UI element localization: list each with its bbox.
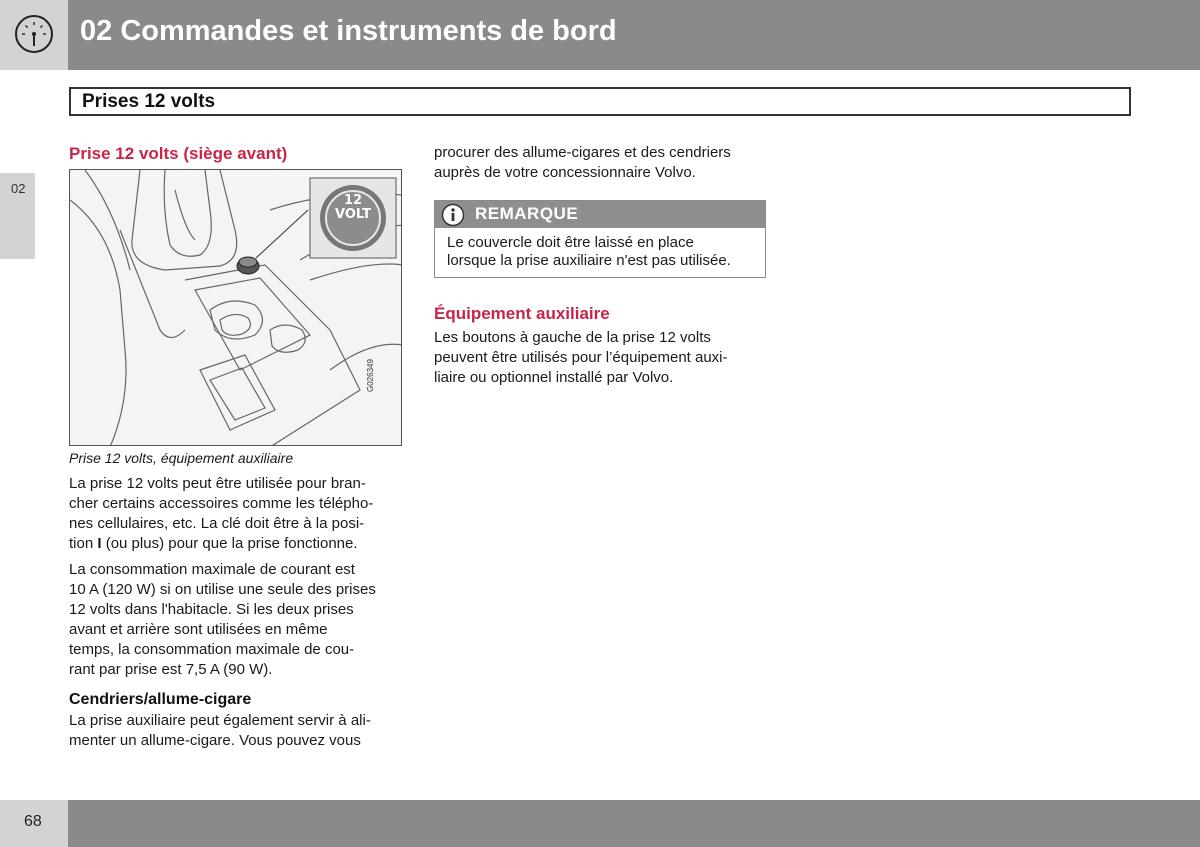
subheading-ashtrays: Cendriers/allume-cigare	[69, 691, 252, 708]
text-line: lorsque la prise auxiliaire n'est pas utilisée.	[447, 252, 731, 269]
chapter-title: 02 Commandes et instruments de bord	[80, 15, 617, 47]
text-line: peuvent être utilisés pour l’équipement auxi-	[434, 349, 728, 366]
text-line	[69, 534, 409, 554]
note-box	[434, 200, 766, 278]
text-line: liaire ou optionnel installé par Volvo.	[434, 369, 674, 386]
heading-front-socket: Prise 12 volts (siège avant)	[69, 144, 288, 163]
text-line: 12 volts dans l'habitacle. Si les deux prises	[69, 601, 354, 618]
text-fragment: (ou plus) pour que la prise fonctionne.	[101, 535, 358, 552]
text-fragment: tion	[69, 535, 98, 552]
text-line: La prise auxiliaire peut également servir à ali-	[69, 712, 371, 729]
text-line: temps, la consommation maximale de cou-	[69, 641, 355, 658]
text-line: rant par prise est 7,5 A (90 W).	[69, 661, 273, 678]
paragraph-usage	[69, 474, 409, 554]
text-line: avant et arrière sont utilisées en même	[69, 621, 328, 638]
text-line: Le couvercle doit être laissé en place	[447, 234, 694, 251]
text-line: La consommation maximale de courant est	[69, 561, 355, 578]
badge-volt: VOLT	[335, 207, 371, 222]
text-line: Les boutons à gauche de la prise 12 volts	[434, 329, 711, 346]
text-line: cher certains accessoires comme les télépho-	[69, 495, 374, 512]
note-body	[447, 234, 762, 270]
paragraph-lighter	[69, 711, 409, 751]
text-line: procurer des allume-cigares et des cendriers	[434, 144, 731, 161]
image-code: G026349	[366, 359, 375, 392]
text-line: La prise 12 volts peut être utilisée pour bran-	[69, 475, 366, 492]
chapter-tab	[0, 173, 35, 259]
socket-badge	[316, 194, 390, 222]
footer-bar	[68, 800, 1200, 847]
paragraph-continuation	[434, 143, 774, 183]
key-position: I	[97, 535, 102, 552]
heading-aux-equipment: Équipement auxiliaire	[434, 304, 610, 323]
text-line: nes cellulaires, etc. La clé doit être à la posi-	[69, 515, 365, 532]
note-header	[435, 201, 765, 228]
info-icon	[441, 203, 465, 227]
page-number: 68	[24, 813, 42, 830]
figure-12v-socket	[69, 169, 402, 446]
text-line: 10 A (120 W) si on utilise une seule des prises	[69, 581, 376, 598]
figure-caption: Prise 12 volts, équipement auxiliaire	[69, 450, 294, 466]
section-title-box	[69, 87, 1131, 116]
speedometer-icon	[14, 14, 54, 54]
paragraph-consumption	[69, 560, 409, 680]
badge-number: 12	[343, 193, 363, 208]
text-line: menter un allume-cigare. Vous pouvez vous	[69, 732, 361, 749]
chapter-tab-label: 02	[11, 181, 26, 196]
paragraph-aux-equipment	[434, 328, 774, 388]
text-line: auprès de votre concessionnaire Volvo.	[434, 164, 696, 181]
section-title: Prises 12 volts	[82, 91, 216, 112]
note-title: REMARQUE	[475, 204, 579, 223]
